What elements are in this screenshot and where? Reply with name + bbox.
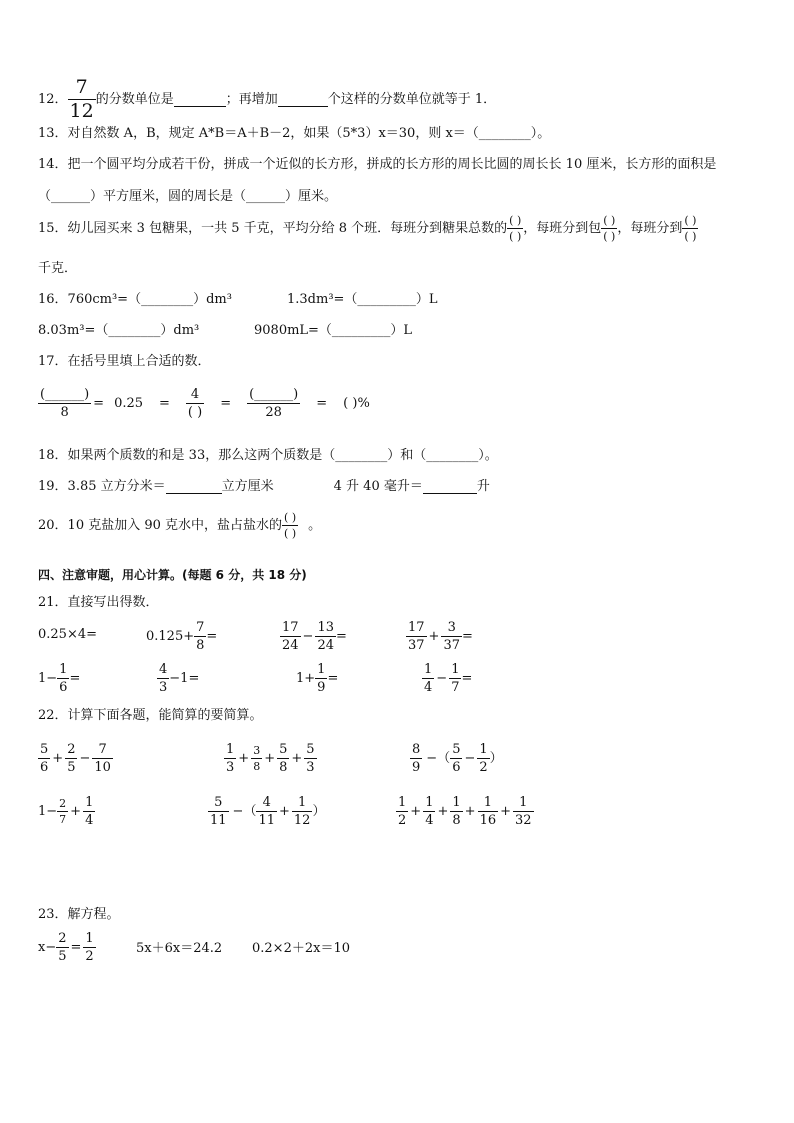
q23-e3: 0.2×2＋2x＝10 bbox=[252, 941, 350, 956]
q22-c: $\frac{8}{9}$ −（ $\frac{5}{6}$ − $\frac{1}{2}$ ） bbox=[412, 742, 503, 775]
q12-fraction: $\frac{7}{12}$ bbox=[69, 76, 94, 122]
q16-d: 9080mL=（_________）L bbox=[254, 323, 413, 338]
q20-fraction: ( ) ( ) bbox=[284, 511, 297, 540]
q21-e6: $\frac{4}{3}$ −1= bbox=[159, 662, 200, 695]
q19-blank-2[interactable] bbox=[423, 480, 477, 494]
q22-a: $\frac{5}{6}$ + $\frac{2}{5}$ − $\frac{7}{10}$ bbox=[40, 742, 111, 775]
q22-d: 1− $\frac{2}{7}$ + $\frac{1}{4}$ bbox=[38, 795, 94, 828]
q16-b: 1.3dm³=（_________）L bbox=[287, 292, 438, 307]
q17-row: (______) 8 = 0.25 = 4 ( ) = (______) 28 = ( )% bbox=[40, 387, 370, 420]
q16-a: 16．760cm³=（________）dm³ bbox=[38, 292, 232, 307]
q19-blank-1[interactable] bbox=[166, 480, 222, 494]
q17-fraction-2: 4 ( ) bbox=[187, 387, 203, 420]
q21-e4: $\frac{17}{37}$ + $\frac{3}{37}$ = bbox=[408, 620, 473, 653]
q21-title: 21．直接写出得数． bbox=[38, 595, 159, 610]
q23-e2: 5x＋6x＝24.2 bbox=[136, 941, 223, 956]
q17-fraction-1: (______) 8 bbox=[40, 387, 90, 420]
q15-line-2: 千克． bbox=[38, 261, 78, 276]
q18: 18．如果两个质数的和是 33，那么这两个质数是（________）和（________）。 bbox=[38, 448, 498, 463]
q15-fraction-3: ( ) ( ) bbox=[684, 214, 697, 243]
q19: 19．3.85 立方分米＝ 立方厘米 4 升 40 毫升＝ 升 bbox=[38, 479, 490, 494]
q22-e: $\frac{5}{11}$ −（ $\frac{4}{11}$ + $\frac{1}{12}$ ） bbox=[210, 795, 326, 828]
q21-e8: $\frac{1}{4}$ − $\frac{1}{7}$ = bbox=[424, 662, 473, 695]
q22-title: 22．计算下面各题，能简算的要简算。 bbox=[38, 708, 263, 723]
q20: 20．10 克盐加入 90 克水中，盐占盐水的 ( ) ( ) 。 bbox=[38, 511, 322, 540]
q21-e1: 0.25×4= bbox=[38, 627, 98, 642]
q22-f: $\frac{1}{2}$ + $\frac{1}{4}$ + $\frac{1}{8}$ + $\frac{1}{16}$ + $\frac{1}{32}$ bbox=[398, 795, 532, 828]
q12-blank-1[interactable] bbox=[174, 93, 226, 107]
q22-b: $\frac{1}{3}$ + $\frac{3}{8}$ + $\frac{5}{8}$ + $\frac{5}{3}$ bbox=[226, 742, 315, 775]
q23-e1: x− $\frac{2}{5}$ = $\frac{1}{2}$ bbox=[38, 931, 94, 964]
q21-e2: 0.125+ $\frac{7}{8}$ = bbox=[146, 620, 218, 653]
q15-fraction-2: ( ) ( ) bbox=[603, 214, 616, 243]
q12-blank-2[interactable] bbox=[278, 93, 328, 107]
q21-e7: 1+ $\frac{1}{9}$ = bbox=[296, 662, 339, 695]
q17-title: 17．在括号里填上合适的数． bbox=[38, 354, 211, 369]
section-4-title: 四、注意审题，用心计算。(每题 6 分，共 18 分) bbox=[38, 568, 307, 582]
q14-line-1: 14．把一个圆平均分成若干份，拼成一个近似的长方形，拼成的长方形的周长比圆的周长长 10 厘米，长方形的面积是 bbox=[38, 157, 717, 172]
q15-fraction-1: ( ) ( ) bbox=[509, 214, 522, 243]
q23-title: 23．解方程。 bbox=[38, 907, 120, 922]
q15: 15．幼儿园买来 3 包糖果，一共 5 千克，平均分给 8 个班．每班分到糖果总数的 ( ) ( ) ，每班分到包 ( ) ( ) ，每班分到 ( ) ( ) bbox=[38, 214, 697, 243]
q17-fraction-3: (______) 28 bbox=[249, 387, 299, 420]
q21-e3: $\frac{17}{24}$ − $\frac{13}{24}$ = bbox=[282, 620, 347, 653]
q13: 13．对自然数 A，B，规定 A*B＝A＋B－2，如果（5*3）x＝30，则 x＝（________）。 bbox=[38, 126, 551, 141]
q12: 12． $\frac{7}{12}$ 的分数单位是 ；再增加 个这样的分数单位就等于 1． bbox=[38, 76, 497, 122]
q14-line-2: （______）平方厘米，圆的周长是（______）厘米。 bbox=[38, 189, 338, 204]
q21-e5: 1− $\frac{1}{6}$ = bbox=[38, 662, 81, 695]
q16-c: 8.03m³=（________）dm³ bbox=[38, 323, 200, 338]
